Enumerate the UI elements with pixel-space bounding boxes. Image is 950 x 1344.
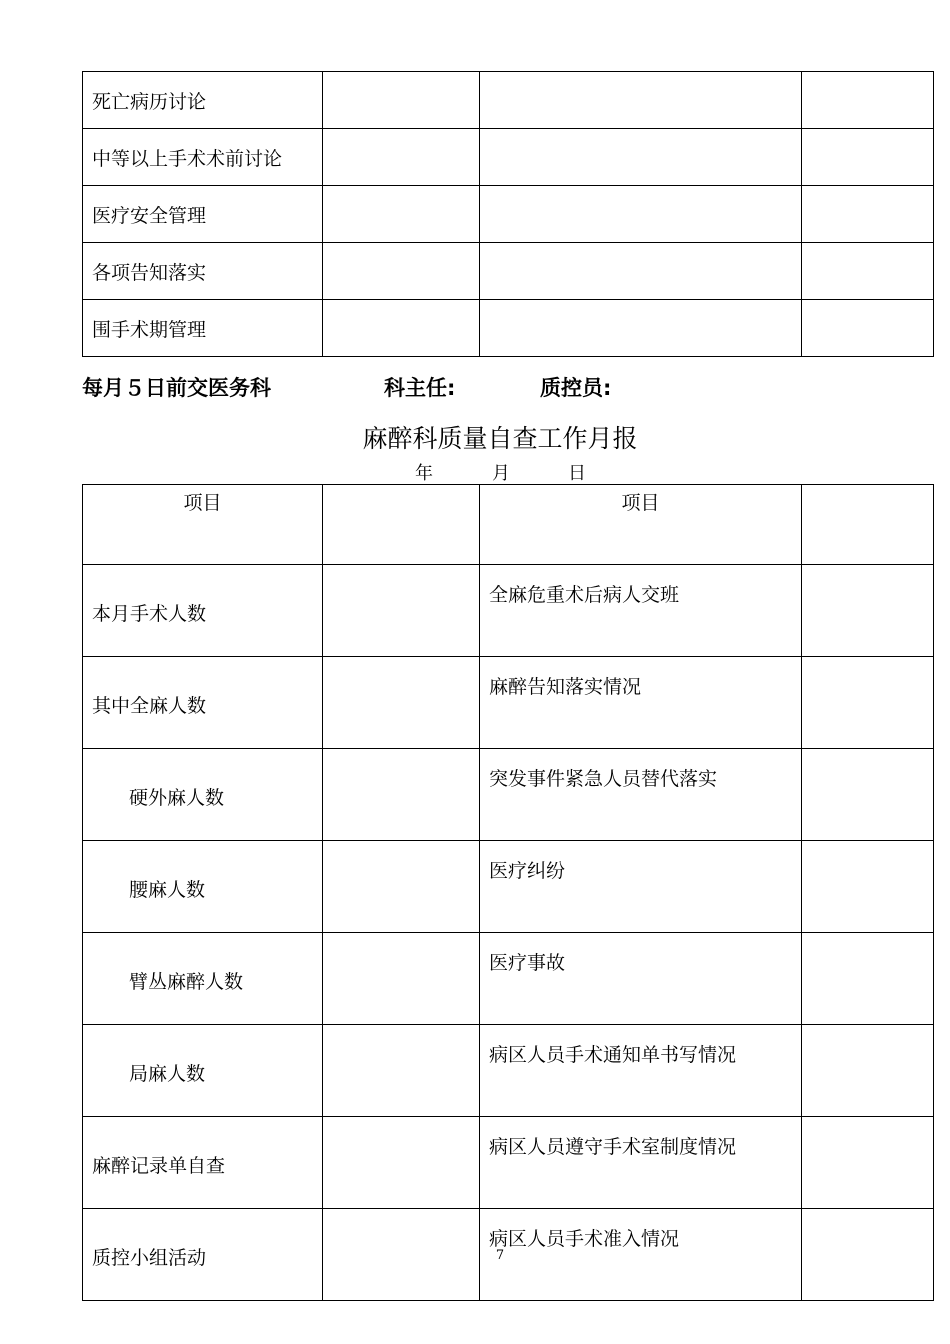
qc-officer-label: 质控员: [540, 376, 612, 400]
right-item: 医疗事故 [480, 933, 802, 1025]
date-day: 日 [568, 463, 586, 484]
table-row [83, 565, 934, 657]
table-row [83, 186, 934, 243]
left-item: 其中全麻人数 [83, 657, 323, 749]
table-row [83, 657, 934, 749]
table-cell [802, 933, 934, 1025]
table-cell [480, 300, 802, 357]
left-item: 臂丛麻醉人数 [83, 933, 323, 1025]
page-number: 7 [495, 1248, 505, 1263]
report-title: 麻醉科质量自查工作月报 [362, 424, 638, 453]
table-row [83, 1025, 934, 1117]
table-cell [802, 300, 934, 357]
table-cell [323, 657, 480, 749]
table-cell [323, 933, 480, 1025]
table-header-row [83, 485, 934, 565]
row-label: 围手术期管理 [83, 300, 323, 357]
table-cell [802, 72, 934, 129]
row-label: 死亡病历讨论 [83, 72, 323, 129]
table-row [83, 933, 934, 1025]
header-item-right: 项目 [480, 485, 802, 565]
right-item: 病区人员手术准入情况 [480, 1209, 802, 1301]
left-item: 局麻人数 [83, 1025, 323, 1117]
table-cell [802, 186, 934, 243]
table-cell [802, 1117, 934, 1209]
table-cell [323, 485, 480, 565]
right-item: 病区人员手术通知单书写情况 [480, 1025, 802, 1117]
table-row [83, 1117, 934, 1209]
left-item: 麻醉记录单自查 [83, 1117, 323, 1209]
right-item: 麻醉告知落实情况 [480, 657, 802, 749]
table-cell [802, 565, 934, 657]
table-cell [323, 72, 480, 129]
table-row [83, 300, 934, 357]
right-item: 全麻危重术后病人交班 [480, 565, 802, 657]
date-year: 年 [415, 463, 433, 484]
table-row [83, 129, 934, 186]
table-cell [323, 1025, 480, 1117]
table-cell [323, 565, 480, 657]
date-line [0, 459, 950, 483]
right-item: 突发事件紧急人员替代落实 [480, 749, 802, 841]
right-item: 病区人员遵守手术室制度情况 [480, 1117, 802, 1209]
table-cell [802, 1025, 934, 1117]
table-cell [480, 129, 802, 186]
table-cell [480, 243, 802, 300]
table-cell [323, 243, 480, 300]
table-cell [802, 243, 934, 300]
table-row [83, 841, 934, 933]
row-label: 医疗安全管理 [83, 186, 323, 243]
table-cell [323, 186, 480, 243]
table-cell [323, 749, 480, 841]
table-cell [480, 186, 802, 243]
table-cell [802, 129, 934, 186]
top-table [82, 71, 934, 357]
table-row [83, 72, 934, 129]
table-row [83, 243, 934, 300]
table-cell [323, 1117, 480, 1209]
table-cell [323, 129, 480, 186]
header-item-left: 项目 [83, 485, 323, 565]
table-row [83, 749, 934, 841]
submit-note: 每月５日前交医务科 [82, 376, 271, 400]
row-label: 中等以上手术术前讨论 [83, 129, 323, 186]
table-cell [323, 841, 480, 933]
date-month: 月 [492, 463, 510, 484]
left-item: 硬外麻人数 [83, 749, 323, 841]
right-item: 医疗纠纷 [480, 841, 802, 933]
table-cell [802, 841, 934, 933]
table-cell [802, 749, 934, 841]
table-cell [480, 72, 802, 129]
left-item: 腰麻人数 [83, 841, 323, 933]
left-item: 质控小组活动 [83, 1209, 323, 1301]
row-label: 各项告知落实 [83, 243, 323, 300]
table-cell [802, 657, 934, 749]
table-cell [323, 300, 480, 357]
table-cell [802, 485, 934, 565]
left-item: 本月手术人数 [83, 565, 323, 657]
report-table [82, 484, 934, 1301]
director-label: 科主任: [384, 376, 456, 400]
footer-line [82, 372, 942, 400]
